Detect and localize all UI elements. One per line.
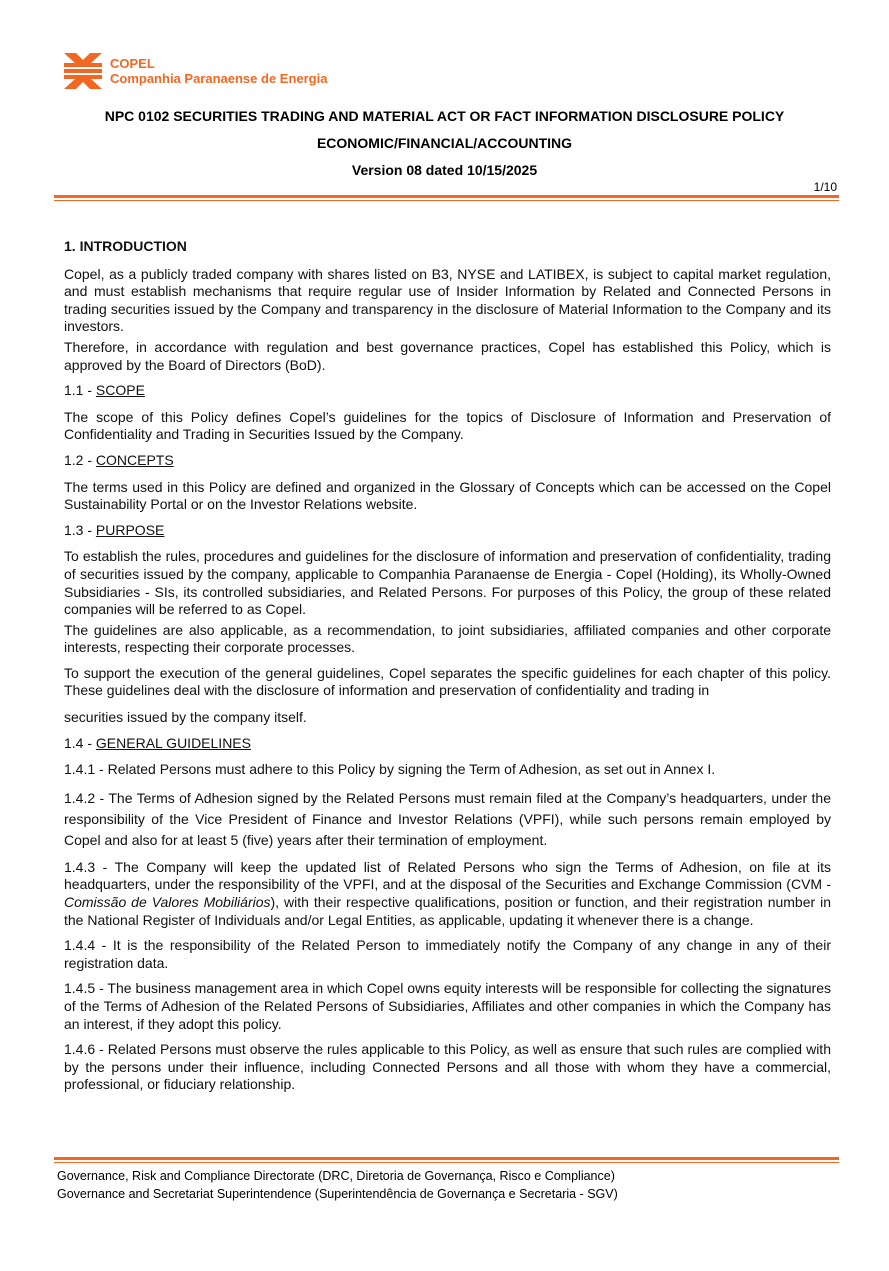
section-1-3-heading: 1.3 - PURPOSE bbox=[64, 521, 165, 538]
footer-line-1: Governance, Risk and Compliance Directorate (DRC, Diretoria de Governança, Risco e Compliance) bbox=[57, 1169, 615, 1183]
logo-company: Companhia Paranaense de Energia bbox=[110, 71, 328, 86]
page-number: 1/10 bbox=[813, 180, 837, 194]
header-divider bbox=[54, 195, 839, 201]
intro-paragraph-2: Therefore, in accordance with regulation and best governance practices, Copel has established this Policy, which is approved by the Board of Directors (BoD). bbox=[64, 338, 831, 373]
document-title: NPC 0102 SECURITIES TRADING AND MATERIAL ACT OR FACT INFORMATION DISCLOSURE POLICY bbox=[104, 108, 785, 124]
section-1-2-heading: 1.2 - CONCEPTS bbox=[64, 451, 174, 468]
logo-name: COPEL bbox=[110, 56, 155, 71]
section-1-1-text: The scope of this Policy defines Copel’s guidelines for the topics of Disclosure of Information and Preservation of Confidentiality and Trading in Securities Issued by the Company. bbox=[64, 408, 831, 443]
intro-heading: 1. INTRODUCTION bbox=[64, 238, 187, 254]
guideline-1-4-4: 1.4.4 - It is the responsibility of the Related Person to immediately notify the Company of any change in any of their registration data. bbox=[64, 937, 831, 971]
section-1-2-text: The terms used in this Policy are defined and organized in the Glossary of Concepts which can be accessed on the Copel Sustainability Portal or on the Investor Relations website. bbox=[64, 478, 831, 513]
guideline-1-4-5: 1.4.5 - The business management area in which Copel owns equity interests will be responsible for collecting the signatures of the Terms of Adhesion of the Related Persons of Subsidiaries, Affiliates and other companies in which the Company has an interest, if they adopt this policy. bbox=[64, 980, 831, 1032]
document-version: Version 08 dated 10/15/2025 bbox=[351, 162, 538, 178]
copel-logo bbox=[64, 53, 327, 89]
section-1-3-text-3: To support the execution of the general guidelines, Copel separates the specific guidelines for each chapter of this policy. These guidelines deal with the disclosure of information and preservation of confidentiality and trading in bbox=[64, 664, 831, 699]
footer bbox=[57, 1167, 618, 1203]
intro-paragraph-1: Copel, as a publicly traded company with shares listed on B3, NYSE and LATIBEX, is subject to capital market regulation, and must establish mechanisms that require regular use of Insider Information by Related and Connected Persons in trading securities issued by the Company and transparency in the disclosure of Material Information to the Company and its investors. bbox=[64, 265, 831, 335]
footer-line-2: Governance and Secretariat Superintendence (Superintendência de Governança e Secretaria - SGV) bbox=[57, 1187, 618, 1201]
section-1-3-text-3-cont: securities issued by the company itself. bbox=[64, 709, 307, 726]
copel-logo-icon bbox=[64, 53, 102, 89]
guideline-1-4-3: 1.4.3 - The Company will keep the updated list of Related Persons who sign the Terms of Adhesion, on file at its headquarters, under the responsibility of the VPFI, and at the disposal of the Securities and Exchange Commission (CVM - Comissão de Valores Mobiliários), with their respective qualifications, position or function, and their registration number in the National Register of Individuals and/or Legal Entities, as applicable, updating it whenever there is a change. bbox=[64, 858, 831, 928]
section-1-4-heading: 1.4 - GENERAL GUIDELINES bbox=[64, 734, 251, 751]
section-1-3-text-2: The guidelines are also applicable, as a recommendation, to joint subsidiaries, affiliated companies and other corporate interests, respecting their corporate processes. bbox=[64, 621, 831, 656]
section-1-1-heading: 1.1 - SCOPE bbox=[64, 382, 145, 399]
guideline-1-4-2: 1.4.2 - The Terms of Adhesion signed by the Related Persons must remain filed at the Company’s headquarters, under the responsibility of the Vice President of Finance and Investor Relations (VPFI), while such persons remain employed by Copel and also for at least 5 (five) years after their termination of employment. bbox=[64, 789, 831, 848]
guideline-1-4-6: 1.4.6 - Related Persons must observe the rules applicable to this Policy, as well as ensure that such rules are complied with by the persons under their influence, including Connected Persons and all those with whom they have a commercial, professional, or fiduciary relationship. bbox=[64, 1041, 831, 1093]
footer-divider bbox=[54, 1157, 839, 1163]
section-1-3-text-1: To establish the rules, procedures and guidelines for the disclosure of information and preservation of confidentiality, trading of securities issued by the company, applicable to Companhia Paranaense de Energia - Copel (Holding), its Wholly-Owned Subsidiaries - SIs, its controlled subsidiaries, and Related Persons. For purposes of this Policy, the group of these related companies will be referred to as Copel. bbox=[64, 548, 831, 618]
guideline-1-4-1: 1.4.1 - Related Persons must adhere to this Policy by signing the Term of Adhesion, as set out in Annex I. bbox=[64, 761, 716, 778]
document-body bbox=[64, 238, 831, 1102]
document-subtitle: ECONOMIC/FINANCIAL/ACCOUNTING bbox=[316, 135, 573, 151]
